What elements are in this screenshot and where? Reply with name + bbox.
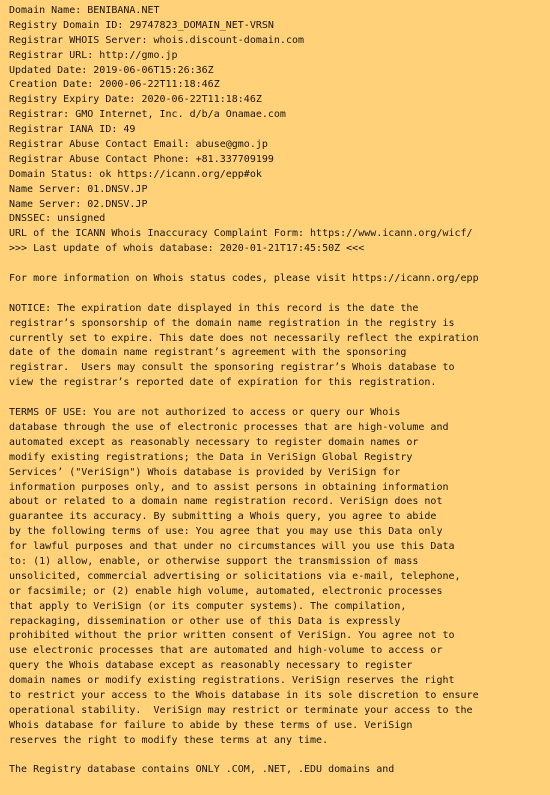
whois-line [9,287,550,302]
whois-line: modify existing registrations; the Data in VeriSign Global Registry [9,451,413,463]
whois-line: Updated Date: 2019-06-06T15:26:36Z [9,64,214,76]
whois-line: The Registry database contains ONLY .COM, .NET, .EDU domains and [9,764,395,776]
whois-line: database through the use of electronic processes that are high-volume and [9,421,449,433]
whois-line [9,257,550,272]
whois-line: repackaging, dissemination or other use of this Data is expressly [9,615,401,627]
whois-line: about or related to a domain name registration record. VeriSign does not [9,496,443,508]
whois-line: Domain Name: BENIBANA.NET [9,5,160,16]
whois-line: Creation Date: 2000-06-22T11:18:46Z [9,79,220,91]
whois-line: to: (1) allow, enable, or otherwise support the transmission of mass [9,555,419,567]
whois-line: Domain Status: ok https://icann.org/epp#ok [9,168,262,180]
whois-line: for lawful purposes and that under no circumstances will you use this Data [9,541,455,553]
whois-line: view the registrar’s reported date of expiration for this registration. [9,377,437,389]
whois-line: Registrar URL: http://gmo.jp [9,49,178,61]
whois-line: >>> Last update of whois database: 2020-01-21T17:45:50Z <<< [9,243,365,255]
whois-line: use electronic processes that are automated and high-volume to access or [9,645,443,657]
whois-line: by the following terms of use: You agree that you may use this Data only [9,526,443,538]
whois-line: information purposes only, and to assist persons in obtaining information [9,481,449,493]
whois-line: reserves the right to modify these terms at any time. [9,734,329,746]
whois-line: Registry Expiry Date: 2020-06-22T11:18:46Z [9,94,262,106]
whois-line: to restrict your access to the Whois database in its sole discretion to ensure [9,689,479,701]
whois-line: Registrar Abuse Contact Phone: +81.337709199 [9,153,274,165]
whois-line [9,391,550,406]
whois-line: Name Server: 01.DNSV.JP [9,183,148,195]
whois-line: Registrar WHOIS Server: whois.discount-domain.com [9,34,305,46]
whois-line: domain names or modify existing registrations. VeriSign reserves the right [9,675,455,687]
whois-line: Whois database for failure to abide by these terms of use. VeriSign [9,719,413,731]
whois-line: Name Server: 02.DNSV.JP [9,198,148,210]
whois-line: URL of the ICANN Whois Inaccuracy Complaint Form: https://www.icann.org/wicf/ [9,228,473,240]
whois-line: registrar. Users may consult the sponsoring registrar’s Whois database to [9,362,455,374]
whois-line: For more information on Whois status codes, please visit https://icann.org/epp [9,273,479,285]
whois-line: registrar’s sponsorship of the domain name registration in the registry is [9,317,455,329]
whois-line: Services’ ("VeriSign") Whois database is provided by VeriSign for [9,466,401,478]
whois-line: automated except as reasonably necessary to register domain names or [9,436,419,448]
whois-line: unsolicited, commercial advertising or solicitations via e-mail, telephone, [9,570,461,582]
whois-line: that apply to VeriSign (or its computer systems). The compilation, [9,600,407,612]
whois-line: Registry Domain ID: 29747823_DOMAIN_NET-VRSN [9,19,274,31]
whois-line: prohibited without the prior written consent of VeriSign. You agree not to [9,630,455,642]
whois-line [9,749,550,764]
whois-line: date of the domain name registrant’s agreement with the sponsoring [9,347,407,359]
whois-line: Registrar: GMO Internet, Inc. d/b/a Onamae.com [9,109,286,121]
whois-line: NOTICE: The expiration date displayed in this record is the date the [9,302,419,314]
whois-line: TERMS OF USE: You are not authorized to access or query our Whois [9,407,401,419]
whois-line: guarantee its accuracy. By submitting a Whois query, you agree to abide [9,511,437,523]
whois-line: Registrar IANA ID: 49 [9,124,136,136]
whois-line: currently set to expire. This date does not necessarily reflect the expiration [9,332,479,344]
whois-line: Registrar Abuse Contact Email: abuse@gmo.jp [9,139,268,151]
whois-line: or facsimile; or (2) enable high volume, automated, electronic processes [9,585,443,597]
whois-line: operational stability. VeriSign may restrict or terminate your access to the [9,704,473,716]
whois-line: query the Whois database except as reasonably necessary to register [9,660,413,672]
whois-line: DNSSEC: unsigned [9,213,106,225]
